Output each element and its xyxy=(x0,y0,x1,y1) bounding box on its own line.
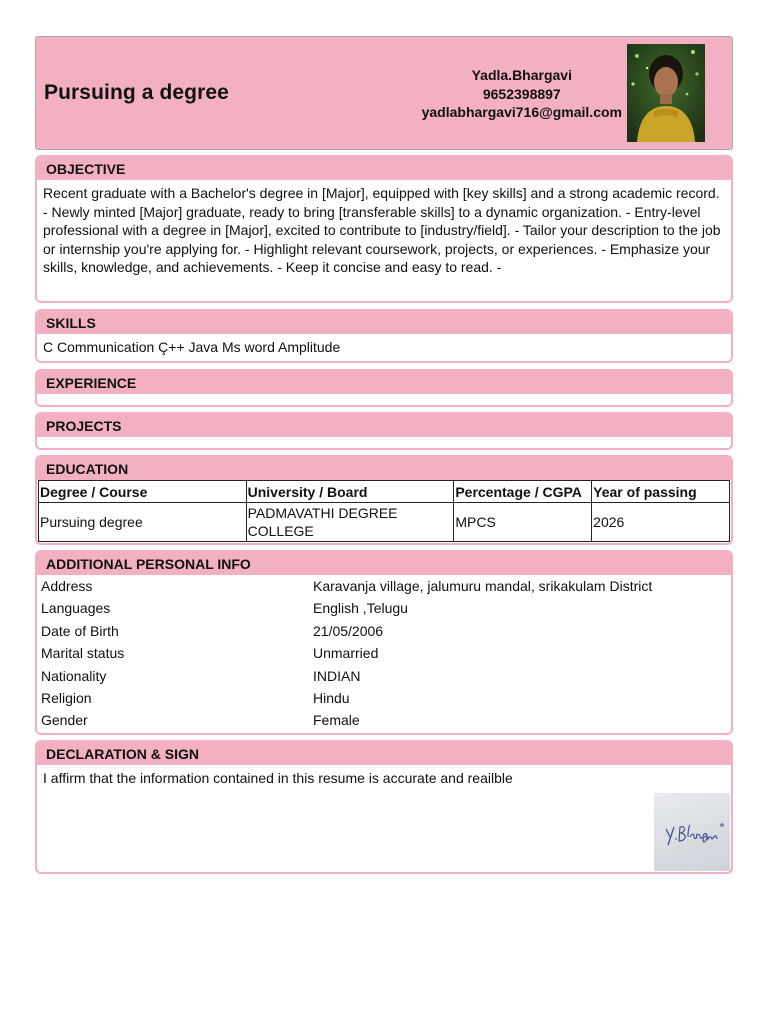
info-label: Marital status xyxy=(41,645,125,662)
column-header: Percentage / CGPA xyxy=(454,481,592,503)
table-cell: Pursuing degree xyxy=(39,503,247,542)
info-value: Karavanja village, jalumuru mandal, srikakulam District xyxy=(313,578,653,594)
info-value: 21/05/2006 xyxy=(313,622,384,639)
experience-section xyxy=(35,369,733,407)
info-value: Unmarried xyxy=(313,645,379,662)
info-value: INDIAN xyxy=(313,667,361,684)
education-table xyxy=(38,480,730,542)
column-header: Year of passing xyxy=(592,481,730,503)
contact-block xyxy=(422,66,622,122)
experience-heading: EXPERIENCE xyxy=(37,371,731,394)
column-header: Degree / Course xyxy=(39,481,247,503)
list-item xyxy=(37,575,731,597)
info-label: Date of Birth xyxy=(41,622,119,639)
personal-info-section xyxy=(35,550,733,735)
table-cell: MPCS xyxy=(454,503,592,542)
skills-heading: SKILLS xyxy=(37,311,731,334)
personal-info-list xyxy=(37,575,731,732)
table-row xyxy=(39,503,730,542)
list-item xyxy=(37,642,731,664)
candidate-name: Yadla.Bhargavi xyxy=(471,67,572,83)
candidate-phone: 9652398897 xyxy=(482,85,561,102)
skills-text: C Communication Ç++ Java Ms word Amplitude xyxy=(43,339,341,355)
list-item xyxy=(37,665,731,687)
info-label: Gender xyxy=(41,712,88,729)
education-heading: EDUCATION xyxy=(37,457,731,480)
info-label: Religion xyxy=(41,689,92,706)
list-item xyxy=(37,709,731,731)
candidate-email: yadlabhargavi716@gmail.com xyxy=(421,104,622,120)
info-label: Address xyxy=(41,578,93,594)
column-header: University / Board xyxy=(246,481,454,503)
declaration-section xyxy=(35,740,733,874)
signature-image xyxy=(654,793,730,871)
table-cell: PADMAVATHI DEGREE COLLEGE xyxy=(246,503,454,542)
info-value: Hindu xyxy=(313,689,350,706)
personal-info-heading: ADDITIONAL PERSONAL INFO xyxy=(37,552,731,575)
objective-heading: OBJECTIVE xyxy=(37,157,731,180)
info-value: English ,Telugu xyxy=(313,600,408,617)
declaration-heading: DECLARATION & SIGN xyxy=(37,742,731,765)
resume-header xyxy=(35,36,733,150)
skills-section xyxy=(35,309,733,363)
education-header-row xyxy=(39,481,730,503)
profile-photo xyxy=(627,44,705,142)
objective-text: Recent graduate with a Bachelor's degree in [Major], equipped with [key skills] and a strong academic record. - Newly minted [Major] graduate, ready to bring [transferable skills] to a dynamic organization. - Entry-level professional with a degree in [Major], excited to contribute to [industry/field]. - Tailor your description to the job or internship you're applying for. - Highlight relevant coursework, projects, or experiences. - Emphasize your skills, knowledge, and achievements. - Keep it concise and easy to read. - xyxy=(43,185,721,276)
education-section xyxy=(35,455,733,545)
info-label: Nationality xyxy=(41,667,107,684)
projects-heading: PROJECTS xyxy=(37,414,731,437)
objective-section xyxy=(35,155,733,303)
projects-section xyxy=(35,412,733,450)
info-label: Languages xyxy=(41,600,111,617)
table-cell: 2026 xyxy=(592,503,730,542)
info-value: Female xyxy=(313,712,360,729)
list-item xyxy=(37,620,731,642)
list-item xyxy=(37,597,731,619)
declaration-text: I affirm that the information contained in this resume is accurate and reailble xyxy=(43,770,513,786)
list-item xyxy=(37,687,731,709)
resume-title: Pursuing a degree xyxy=(44,81,229,104)
